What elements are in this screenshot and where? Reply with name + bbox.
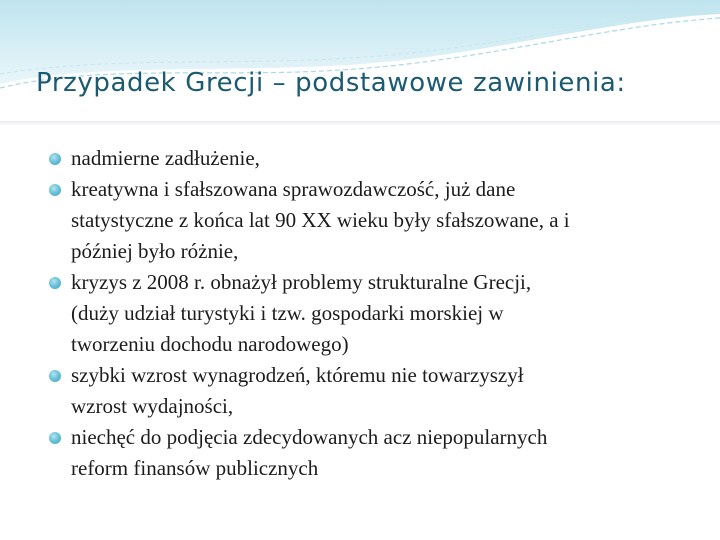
bullet-line: (duży udział turystyki i tzw. gospodarki morskiej w [71,301,504,325]
bullet-line: kreatywna i sfałszowana sprawozdawczość, już dane [71,177,516,201]
bullet-dot-icon [49,370,61,382]
bullet-dot-icon [49,277,61,289]
bullet-line: szybki wzrost wynagrodzeń, któremu nie towarzyszył [71,363,524,387]
slide-title: Przypadek Grecji – podstawowe zawinienia: [36,68,626,98]
bullet-item [48,174,678,267]
title-underline-rule [0,120,720,126]
bullet-line: kryzys z 2008 r. obnażył problemy strukturalne Grecji, [71,270,532,294]
bullet-line: reform finansów publicznych [71,456,319,480]
bullet-line: tworzeniu dochodu narodowego) [71,332,349,356]
bullet-line: później było różnie, [71,239,239,263]
bullet-dot-icon [49,184,61,196]
bullet-line: niechęć do podjęcia zdecydowanych acz niepopularnych [71,425,548,449]
bullet-item [48,422,678,484]
bullet-line: nadmierne zadłużenie, [71,146,260,170]
bullet-list [48,143,678,484]
bullet-line: wzrost wydajności, [71,394,234,418]
bullet-dot-icon [49,153,61,165]
bullet-item [48,360,678,422]
bullet-dot-icon [49,432,61,444]
bullet-item [48,143,678,174]
bullet-item [48,267,678,360]
bullet-line: statystyczne z końca lat 90 XX wieku były sfałszowane, a i [71,208,570,232]
